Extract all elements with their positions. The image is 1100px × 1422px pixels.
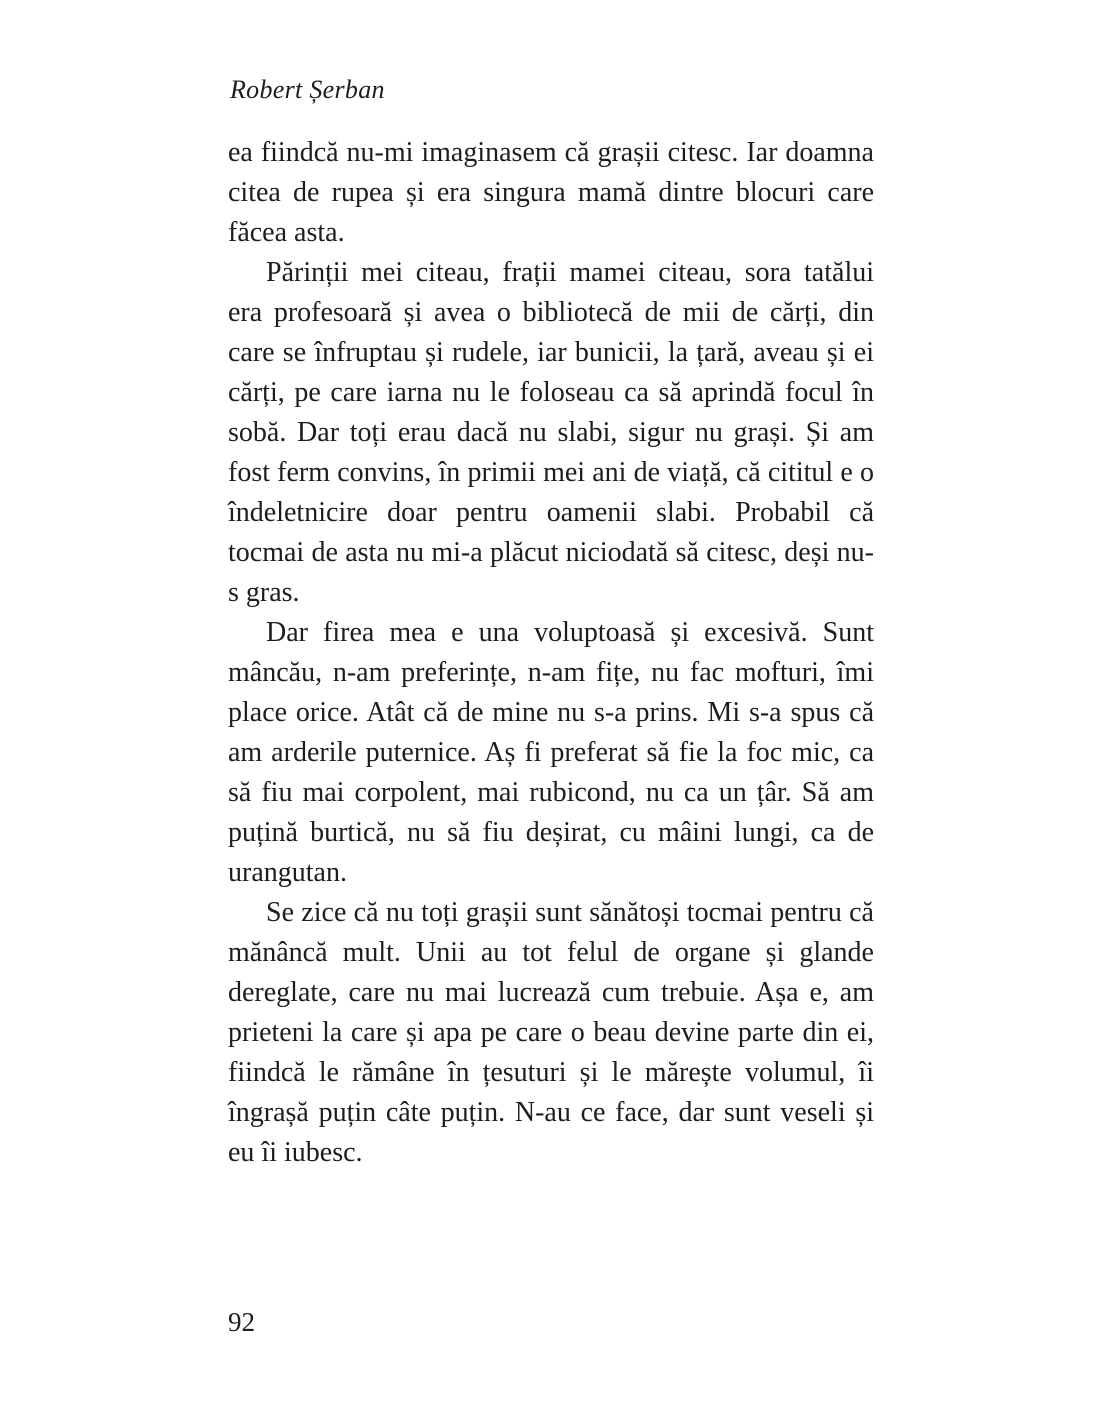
text-block (228, 133, 874, 1173)
paragraph: Se zice că nu toți grașii sunt sănătoși tocmai pentru că mănâncă mult. Unii au tot felul de organe și glande dereglate, care nu mai lucrează cum trebuie. Așa e, am prieteni la care și apa pe care o beau devine parte din ei, fiindcă le rămâne în țesuturi și le mărește volumul, îi îngrașă puțin câte puțin. N-au ce face, dar sunt veseli și eu îi iubesc. (228, 897, 874, 1168)
paragraph: Dar firea mea e una voluptoasă și excesivă. Sunt mâncău, n-am preferințe, n-am fițe, nu fac mofturi, îmi place orice. Atât că de mine nu s-a prins. Mi s-a spus că am arderile puternice. Aș fi preferat să fie la foc mic, ca să fiu mai corpolent, mai rubicond, nu ca un țâr. Să am puțină burtică, nu să fiu deșirat, cu mâini lungi, ca de urangutan. (228, 617, 874, 888)
paragraph: Părinții mei citeau, frații mamei citeau, sora tatălui era profesoară și avea o bibliotecă de mii de cărți, din care se înfruptau și rudele, iar bunicii, la țară, aveau și ei cărți, pe care iarna nu le foloseau ca să aprindă focul în sobă. Dar toți erau dacă nu slabi, sigur nu grași. Și am fost ferm convins, în primii mei ani de viață, că cititul e o îndeletnicire doar pentru oamenii slabi. Probabil că tocmai de asta nu mi-a plăcut niciodată să citesc, deși nu-s gras. (228, 257, 874, 608)
paragraph: ea fiindcă nu-mi imaginasem că grașii citesc. Iar doamna citea de rupea și era singura mamă dintre blocuri care făcea asta. (228, 137, 874, 248)
page-number: 92 (228, 1307, 255, 1337)
running-header-author: Robert Șerban (230, 75, 385, 104)
